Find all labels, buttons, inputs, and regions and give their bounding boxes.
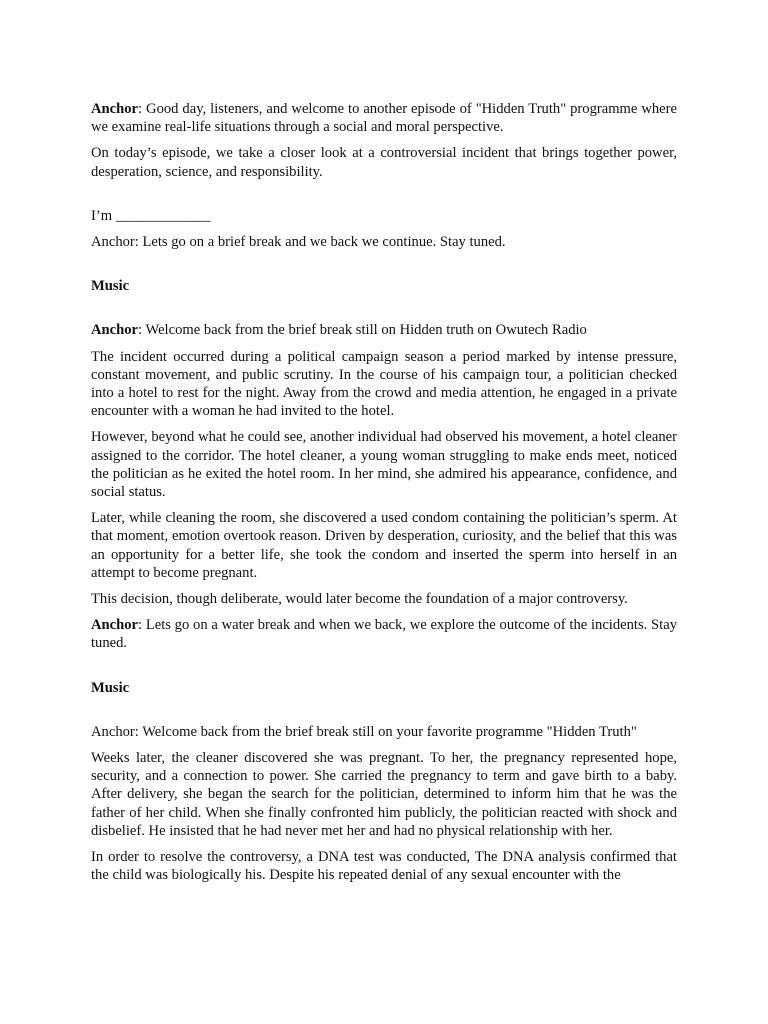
paragraph-welcome-back-1 bbox=[91, 321, 677, 339]
paragraph-welcome-back-2: Anchor: Welcome back from the brief break still on your favorite programme "Hidden Truth" bbox=[91, 723, 637, 740]
spacer bbox=[91, 705, 677, 723]
paragraph-dna-test: In order to resolve the controversy, a DNA test was conducted, The DNA analysis confirmed that the child was biologically his. Despite his repeated denial of any sexual encounter with the bbox=[91, 849, 677, 884]
paragraph-incident: The incident occurred during a political campaign season a period marked by intense pressure, constant movement, and public scrutiny. In the course of his campaign tour, a politician checked into a hotel to rest for the night. Away from the crowd and media attention, he engaged in a private encounter with a woman he had invited to the hotel. bbox=[91, 348, 677, 420]
music-cue-1 bbox=[91, 277, 677, 295]
paragraph-intro bbox=[91, 100, 677, 136]
speaker-label: Anchor bbox=[91, 617, 139, 634]
music-label: Music bbox=[91, 679, 130, 696]
paragraph-decision: This decision, though deliberate, would later become the foundation of a major controversy. bbox=[91, 591, 628, 608]
spacer bbox=[91, 259, 677, 277]
spacer bbox=[91, 189, 677, 207]
paragraph-discovery: Later, while cleaning the room, she discovered a used condom containing the politician’s sperm. At that moment, emotion overtook reason. Driven by desperation, curiosity, and the belief that this was an opportunity for a better life, she took the condom and inserted the sperm into herself in an attempt to become pregnant. bbox=[91, 510, 677, 581]
paragraph-break-2 bbox=[91, 616, 677, 652]
paragraph-text: : Lets go on a water break and when we back, we explore the outcome of the incidents. Stay tuned. bbox=[91, 617, 677, 652]
spacer bbox=[91, 661, 677, 679]
paragraph-cleaner: However, beyond what he could see, another individual had observed his movement, a hotel cleaner assigned to the corridor. The hotel cleaner, a young woman struggling to make ends meet, noticed the politician as he exited the hotel room. In her mind, she admired his appearance, confidence, and social status. bbox=[91, 429, 677, 501]
music-label: Music bbox=[91, 278, 130, 295]
speaker-label: Anchor bbox=[91, 101, 139, 117]
paragraph-text: : Welcome back from the brief break still on Hidden truth on Owutech Radio bbox=[138, 322, 587, 339]
document-page bbox=[91, 100, 677, 893]
paragraph-episode: On today’s episode, we take a closer look at a controversial incident that brings together power, desperation, science, and responsibility. bbox=[91, 145, 677, 180]
speaker-label: Anchor bbox=[91, 322, 139, 339]
paragraph-host-name: I’m _____________ bbox=[91, 207, 211, 224]
spacer bbox=[91, 303, 677, 321]
paragraph-text: : Good day, listeners, and welcome to another episode of "Hidden Truth" programme where we examine real-life situations through a social and moral perspective. bbox=[91, 101, 677, 136]
paragraph-pregnancy: Weeks later, the cleaner discovered she was pregnant. To her, the pregnancy represented hope, security, and a connection to power. She carried the pregnancy to term and gave birth to a baby. After delivery, she began the search for the politician, determined to inform him that he was the father of her child. When she finally confronted him publicly, the politician reacted with shock and disbelief. He insisted that he had never met her and had no physical relationship with her. bbox=[91, 750, 677, 839]
paragraph-break-1: Anchor: Lets go on a brief break and we back we continue. Stay tuned. bbox=[91, 234, 506, 251]
music-cue-2 bbox=[91, 679, 677, 697]
